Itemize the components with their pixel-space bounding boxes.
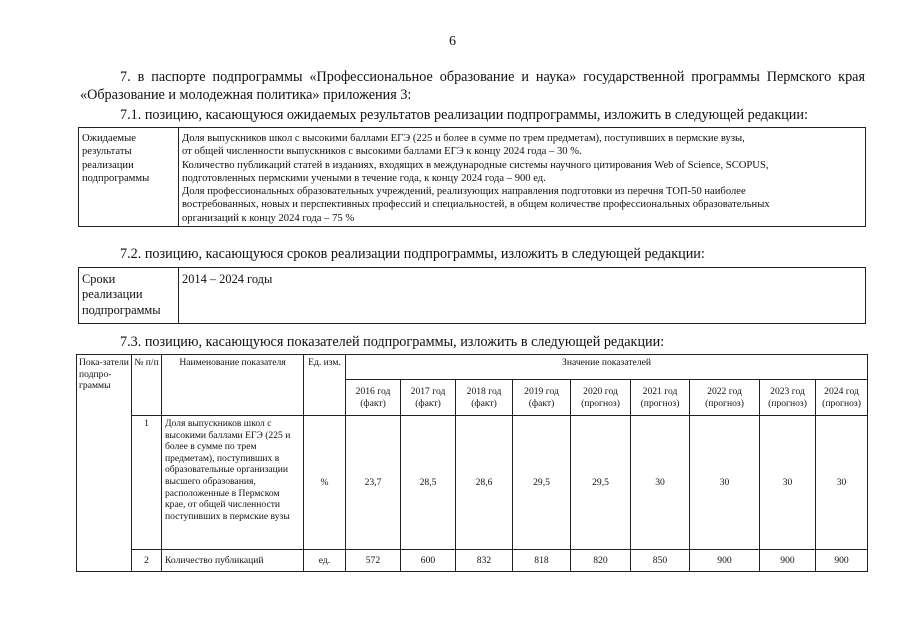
row-number: 2 <box>132 550 162 572</box>
indicator-name: Количество публикаций <box>162 550 304 572</box>
paragraph-7-2: 7.2. позицию, касающуюся сроков реализации подпрограммы, изложить в следующей редакции: <box>120 246 705 262</box>
indicator-value: 572 <box>346 550 401 572</box>
indicator-value: 832 <box>456 550 513 572</box>
indicator-value: 900 <box>760 550 816 572</box>
year-header: 2024 год (прогноз) <box>816 380 868 416</box>
indicator-value: 29,5 <box>571 416 631 550</box>
paragraph-7-3: 7.3. позицию, касающуюся показателей подпрограммы, изложить в следующей редакции: <box>120 334 665 350</box>
year-header: 2017 год (факт) <box>401 380 456 416</box>
expected-results-line: Количество публикаций статей в изданиях, входящих в международные системы научного цитирования Web of Science, SCOPUS, <box>182 159 769 171</box>
indicator-value: 28,5 <box>401 416 456 550</box>
indicator-value: 850 <box>631 550 690 572</box>
table-row <box>77 416 868 550</box>
expected-results-line: подготовленных пермскими учеными в течение года, к концу 2024 года – 900 ед. <box>182 172 546 184</box>
timeframe-table <box>78 267 866 324</box>
values-header: Значение показателей <box>346 355 868 380</box>
expected-results-line: востребованных, новых и перспективных профессий и специальностей, в общем количестве профессиональных образовательных <box>182 199 770 211</box>
indicator-value: 900 <box>690 550 760 572</box>
indicator-value: 23,7 <box>346 416 401 550</box>
indicator-value: 29,5 <box>513 416 571 550</box>
year-header: 2018 год (факт) <box>456 380 513 416</box>
timeframe-value: 2014 – 2024 годы <box>179 268 866 324</box>
year-header: 2016 год (факт) <box>346 380 401 416</box>
table-row <box>77 550 868 572</box>
paragraph-7: 7. в паспорте подпрограммы «Профессиональное образование и наука» государственной программы Пермского края «Образование и молодежная политика» приложения 3: <box>80 69 865 103</box>
indicator-name-header: Наименование показателя <box>162 355 304 416</box>
year-header: 2020 год (прогноз) <box>571 380 631 416</box>
indicator-value: 30 <box>631 416 690 550</box>
paragraph-7-1: 7.1. позицию, касающуюся ожидаемых результатов реализации подпрограммы, изложить в следующей редакции: <box>120 107 808 123</box>
year-header: 2022 год (прогноз) <box>690 380 760 416</box>
indicator-value: 30 <box>690 416 760 550</box>
expected-results-label: Ожидаемые результаты реализации подпрограммы <box>79 128 179 227</box>
expected-results-table <box>78 127 866 227</box>
indicator-value: 30 <box>760 416 816 550</box>
indicator-value: 900 <box>816 550 868 572</box>
row-number: 1 <box>132 416 162 550</box>
year-header: 2019 год (факт) <box>513 380 571 416</box>
expected-results-line: Доля выпускников школ с высокими баллами ЕГЭ (225 и более в сумме по трем предметам), поступивших в пермские вузы, <box>182 133 745 144</box>
expected-results-line: Доля профессиональных образовательных учреждений, реализующих направления подготовки из перечня ТОП-50 наиболее <box>182 186 746 198</box>
indicator-value: 600 <box>401 550 456 572</box>
expected-results-text <box>179 128 866 227</box>
year-header: 2021 год (прогноз) <box>631 380 690 416</box>
indicators-group-header: Пока-затели подпро-граммы <box>77 355 132 572</box>
indicator-unit: % <box>304 416 346 550</box>
indicator-value: 30 <box>816 416 868 550</box>
year-header: 2023 год (прогноз) <box>760 380 816 416</box>
indicator-unit: ед. <box>304 550 346 572</box>
indicator-value: 820 <box>571 550 631 572</box>
unit-header: Ед. изм. <box>304 355 346 416</box>
timeframe-label: Сроки реализации подпрограммы <box>79 268 179 324</box>
number-header: № п/п <box>132 355 162 416</box>
indicator-value: 818 <box>513 550 571 572</box>
indicators-table <box>76 354 868 572</box>
page-number: 6 <box>449 34 456 49</box>
indicator-value: 28,6 <box>456 416 513 550</box>
expected-results-line: от общей численности выпускников с высокими баллами ЕГЭ к концу 2024 года – 30 %. <box>182 146 582 158</box>
expected-results-line: организаций к концу 2024 года – 75 % <box>182 212 355 224</box>
indicator-name: Доля выпускников школ с высокими баллами ЕГЭ (225 и более в сумме по трем предметам), поступивших в образовательные организации высшего образования, расположенные в Пермском крае, от общей численности поступивших в пермские вузы <box>162 416 304 550</box>
